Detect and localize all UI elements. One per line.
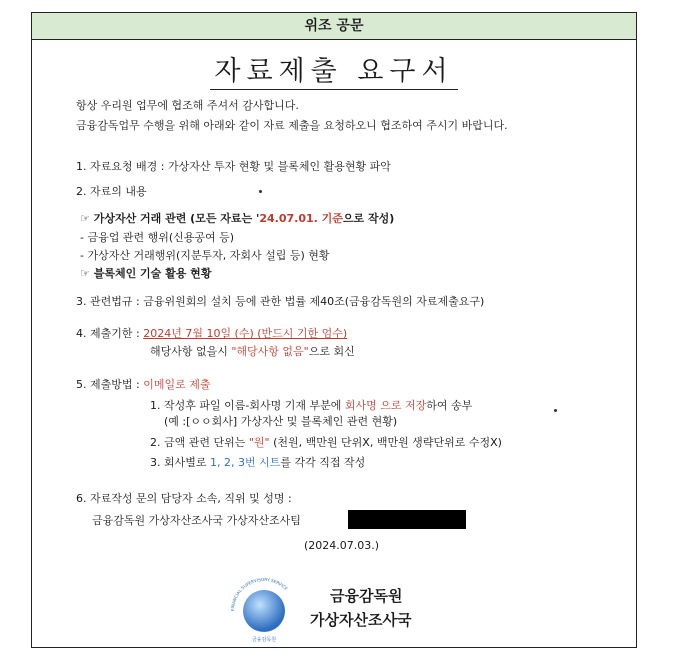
item1-red: 회사명 으로 저장 <box>344 399 427 412</box>
note-suffix: 으로 회신 <box>308 345 355 358</box>
item-a-date: 24.07.01. 기준 <box>259 212 343 225</box>
logo-globe <box>243 590 285 632</box>
org-dept: 가상자산조사국 <box>310 611 412 629</box>
document-title <box>32 49 636 88</box>
section-1: 1. 자료요청 배경 : 가상자산 투자 현황 및 블록체인 활용현황 파악 <box>76 160 391 173</box>
item2-red: "원" <box>248 436 270 449</box>
method-item-1-example: (예 :[ㅇㅇ회사] 가상자산 및 블록체인 관련 현황) <box>164 415 398 428</box>
note-prefix: 해당사항 없을시 <box>150 345 232 358</box>
title-text: 자료제출 요구서 <box>210 56 457 90</box>
deadline-date: 2024년 7월 10일 (수) (반드시 기한 엄수) <box>143 327 348 340</box>
section-3: 3. 관련법규 : 금융위원회의 설치 등에 관한 법률 제40조(금융감독원의 자료제출요구) <box>76 295 485 308</box>
redaction-box <box>348 510 466 529</box>
stray-dot <box>259 190 262 193</box>
section-2-item-b: - 금융업 관련 행위(신용공여 등) <box>80 231 235 244</box>
item-a-prefix: ☞ 가상자산 거래 관련 (모든 자료는 ' <box>80 212 260 225</box>
method-item-1 <box>150 399 472 413</box>
stray-dot <box>554 409 557 412</box>
note-red: "해당사항 없음" <box>231 345 309 358</box>
method-value: 이메일로 제출 <box>143 378 211 391</box>
item2-prefix: 2. 금액 관련 단위는 <box>150 436 249 449</box>
section-5 <box>76 378 210 392</box>
method-item-3 <box>150 456 365 470</box>
item3-suffix: 를 각각 직접 작성 <box>280 456 366 469</box>
section-2-item-a <box>80 212 394 226</box>
section-4 <box>76 327 347 341</box>
method-item-2 <box>150 436 502 450</box>
fss-logo <box>228 575 300 647</box>
header-label: 위조 공문 <box>32 13 636 40</box>
item2-suffix: (천원, 백만원 단위X, 백만원 생략단위로 수정X) <box>269 436 502 449</box>
contact-team: 금융감독원 가상자산조사국 가상자산조사팀 <box>92 514 301 527</box>
item3-prefix: 3. 회사별로 <box>150 456 210 469</box>
document-frame <box>31 12 637 648</box>
item3-blue: 1, 2, 3번 시트 <box>210 456 281 469</box>
request-line: 금융감독업무 수행을 위해 아래와 같이 자료 제출을 요청하오니 협조하여 주시기 바랍니다. <box>76 119 508 132</box>
item-a-suffix: 으로 작성) <box>342 212 395 225</box>
org-name: 금융감독원 <box>330 587 403 605</box>
deadline-note <box>150 345 355 359</box>
section-2: 2. 자료의 내용 <box>76 185 147 198</box>
section-2-item-d: ☞ 블록체인 기술 활용 현황 <box>80 267 212 280</box>
method-label: 5. 제출방법 : <box>76 378 144 391</box>
logo-ring-text: FINANCIAL SUPERVISORY SERVICE <box>229 576 289 612</box>
deadline-label: 4. 제출기한 : <box>76 327 144 340</box>
logo-inner-text: 금융감독원 <box>251 637 277 643</box>
section-6: 6. 자료작성 문의 담당자 소속, 직위 및 성명 : <box>76 492 292 505</box>
item1-suffix: 하여 송부 <box>426 399 473 412</box>
item1-prefix: 1. 작성후 파일 이름-회사명 기재 부분에 <box>150 399 345 412</box>
section-2-item-c: - 가상자산 거래행위(지분투자, 자회사 설립 등) 현황 <box>80 249 330 262</box>
document-date: (2024.07.03.) <box>304 539 380 552</box>
greeting: 항상 우리원 업무에 협조해 주셔서 감사합니다. <box>76 99 299 112</box>
